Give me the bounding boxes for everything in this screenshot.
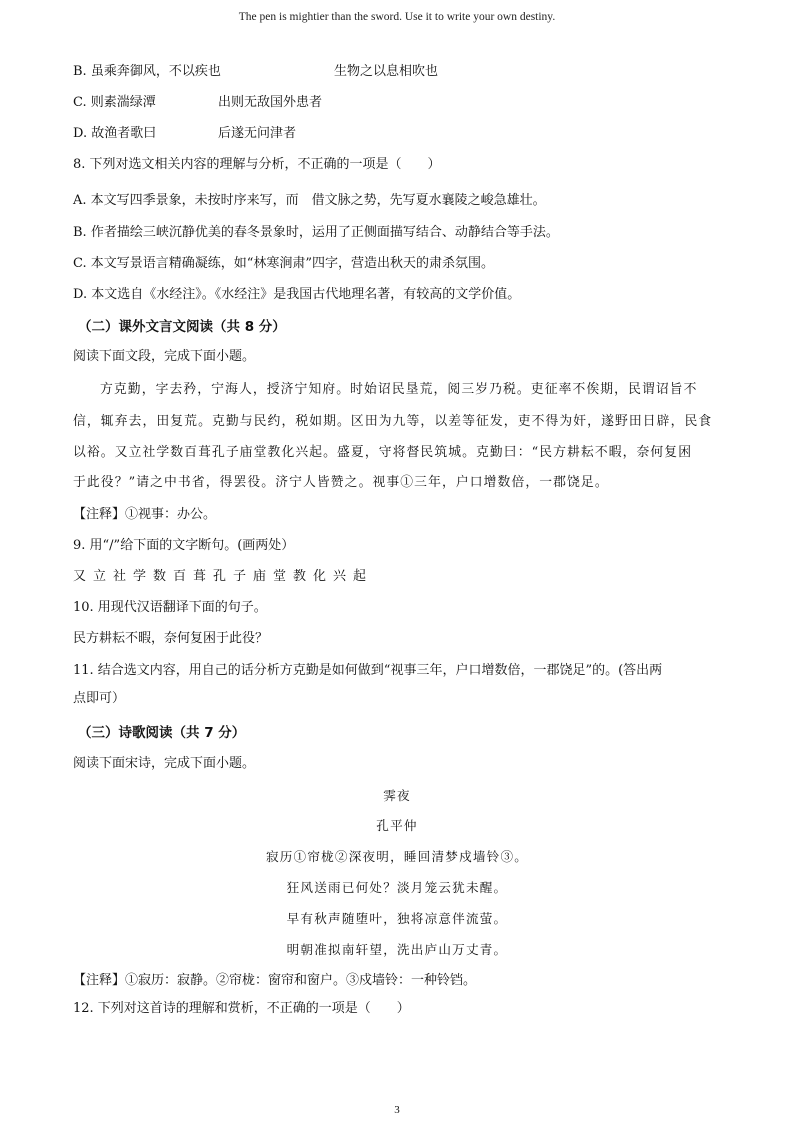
section2-note: 【注释】①视事：办公。 xyxy=(73,507,217,522)
passage-line-2: 信，辄弃去，田复荒。克勤与民约，税如期。区田为九等，以差等征发，吏不得为奸，遂野田日辟，民食 xyxy=(73,414,713,429)
passage-line-4: 于此役？”请之中书省，得罢役。济宁人皆赞之。视事①三年，户口增数倍，一郡饶足。 xyxy=(73,475,609,490)
q10-stem: 10. 用现代汉语翻译下面的句子。 xyxy=(73,600,267,615)
section3-intro: 阅读下面宋诗，完成下面小题。 xyxy=(73,756,256,771)
passage-line-1: 方克勤，字去矜，宁海人，授济宁知府。时始诏民垦荒，阅三岁乃税。吏征率不俟期，民谓诏旨不 xyxy=(100,382,698,397)
q8-option-a: A. 本文写四季景象，未按时序来写，而 借文脉之势，先写夏水襄陵之峻急雄壮。 xyxy=(73,193,546,208)
q8-option-c: C. 本文写景语言精确凝练，如“林寒涧肃”四字，营造出秋天的肃杀氛围。 xyxy=(73,256,495,271)
q12-stem: 12. 下列对这首诗的理解和赏析，不正确的一项是（ ） xyxy=(73,1001,410,1016)
passage-line-3: 以裕。又立社学数百葺孔子庙堂教化兴起。盛夏，守将督民筑城。克勤曰：“民方耕耘不暇，奈何复困 xyxy=(73,445,693,460)
section3-title: （三）诗歌阅读（共 7 分） xyxy=(78,725,246,741)
q8-stem: 8. 下列对选文相关内容的理解与分析，不正确的一项是（ ） xyxy=(73,157,441,172)
poem-title: 霁夜 xyxy=(383,788,411,803)
q8-option-b: B. 作者描绘三峡沉静优美的春冬景象时，运用了正侧面描写结合、动静结合等手法。 xyxy=(73,225,559,240)
q7-option-d: D. 故渔者歌曰 后遂无问津者 xyxy=(73,126,297,141)
q11-stem-line1: 11. 结合选文内容，用自己的话分析方克勤是如何做到“视事三年，户口增数倍，一郡饶足”的。(答出两 xyxy=(73,663,663,678)
poem-line-4: 明朝准拟南轩望，洗出庐山万丈青。 xyxy=(286,942,508,957)
section2-title: （二）课外文言文阅读（共 8 分） xyxy=(78,319,286,335)
poem-line-1: 寂历①帘栊②深夜明，睡回清梦戍墙铃③。 xyxy=(265,849,529,864)
q7-option-c: C. 则素湍绿潭 出则无敌国外患者 xyxy=(73,95,323,110)
section3-note: 【注释】①寂历：寂静。②帘栊：窗帘和窗户。③戍墙铃：一种铃铛。 xyxy=(73,973,477,988)
q7-option-b: B. 虽乘奔御风，不以疾也 生物之以息相吹也 xyxy=(73,64,439,79)
q9-stem: 9. 用“/”给下面的文字断句。(画两处） xyxy=(73,538,295,553)
q8-option-d: D. 本文选自《水经注》。《水经注》是我国古代地理名著，有较高的文学价值。 xyxy=(73,287,521,302)
poem-line-2: 狂风送雨已何处？淡月笼云犹未醒。 xyxy=(286,880,508,895)
q9-text: 又立社学数百葺孔子庙堂教化兴起 xyxy=(73,569,374,584)
page-number: 3 xyxy=(394,1104,400,1116)
q10-text: 民方耕耘不暇，奈何复困于此役？ xyxy=(73,631,269,646)
section2-intro: 阅读下面文段，完成下面小题。 xyxy=(73,349,256,364)
q11-stem-line2: 点即可） xyxy=(73,691,126,706)
poem-author: 孔平仲 xyxy=(376,818,418,833)
page-header-motto: The pen is mightier than the sword. Use it to write your own destiny. xyxy=(238,11,556,23)
poem-line-3: 早有秋声随堕叶，独将凉意伴流萤。 xyxy=(286,911,508,926)
